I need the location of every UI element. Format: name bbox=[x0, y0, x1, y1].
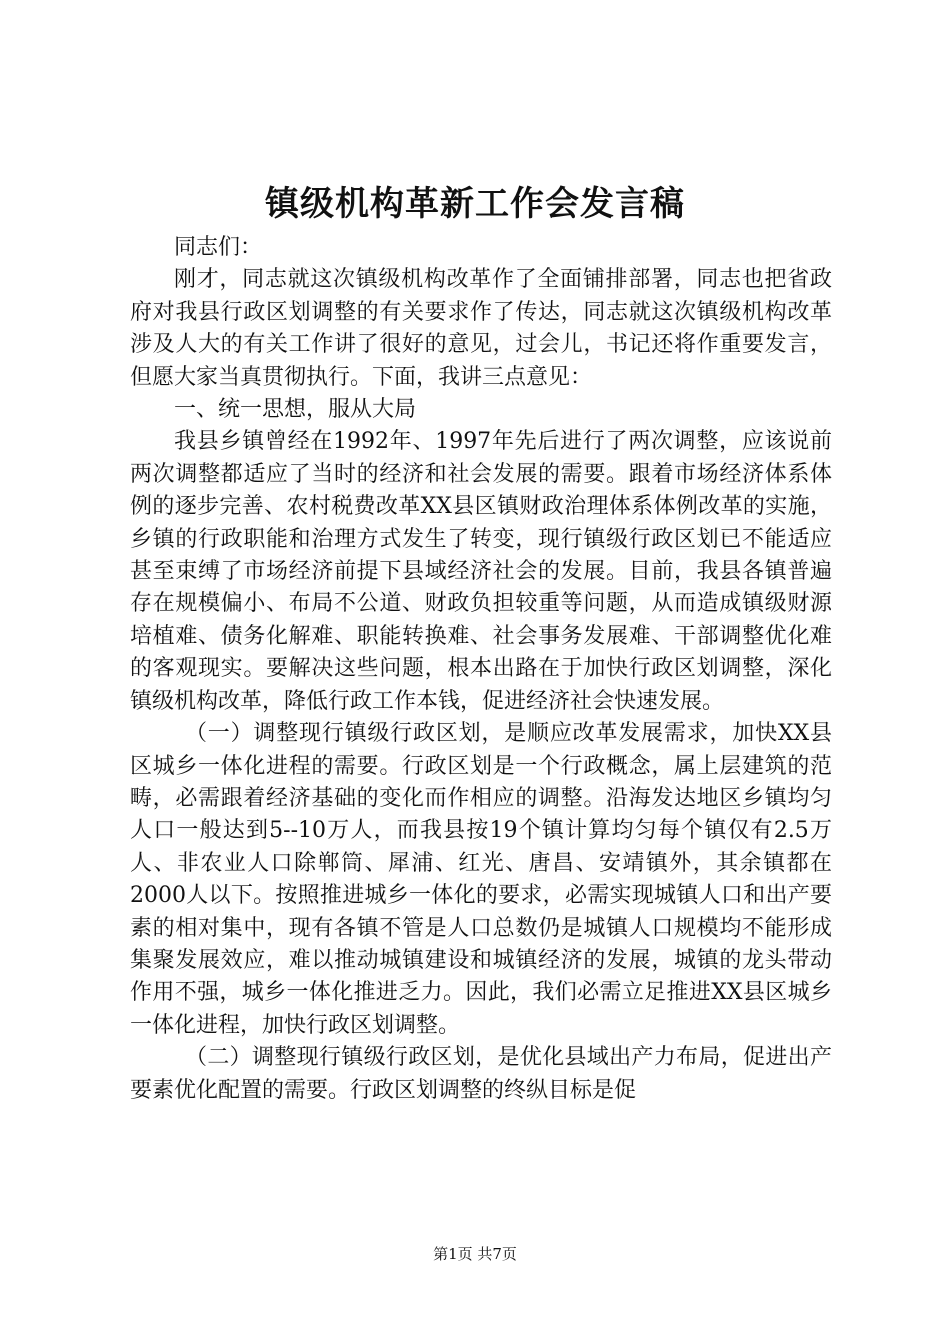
salutation-paragraph: 同志们： bbox=[174, 235, 263, 260]
subsection-paragraph-1: （一）调整现行镇级行政区划，是顺应改革发展需求，加快XX县区城乡一体化进程的需要。行政区划是一个行政概念，属上层建筑的范畴，必需跟着经济基础的变化而作相应的调整。沿海发达地区乡镇均匀人口一般达到5--10万人，而我县按19个镇计算均匀每个镇仅有2.5万人、非农业人口除郸筒、犀浦、红光、唐昌、安靖镇外，其余镇都在2000人以下。按照推进城乡一体化的要求，必需实现城镇人口和出产要素的相对集中，现有各镇不管是人口总数仍是城镇人口规模均不能形成集聚发展效应，难以推动城镇建设和城镇经济的发展，城镇的龙头带动作用不强，城乡一体化推进乏力。因此，我们必需立足推进XX县区城乡一体化进程，加快行政区划调整。 bbox=[130, 721, 832, 1038]
document-body bbox=[130, 232, 832, 1107]
body-paragraph: 我县乡镇曾经在1992年、1997年先后进行了两次调整，应该说前两次调整都适应了当时的经济和社会发展的需要。跟着市场经济体系体例的逐步完善、农村税费改革XX县区镇财政治理体系体例改革的实施，乡镇的行政职能和治理方式发生了转变，现行镇级行政区划已不能适应甚至束缚了市场经济前提下县域经济社会的发展。目前，我县各镇普遍存在规模偏小、布局不公道、财政负担较重等问题，从而造成镇级财源培植难、债务化解难、职能转换难、社会事务发展难、干部调整优化难的客观现实。要解决这些问题，根本出路在于加快行政区划调整，深化镇级机构改革，降低行政工作本钱，促进经济社会快速发展。 bbox=[130, 429, 832, 714]
document-title: 镇级机构革新工作会发言稿 bbox=[265, 184, 685, 224]
subsection-paragraph-2: （二）调整现行镇级行政区划，是优化县域出产力布局，促进出产要素优化配置的需要。行政区划调整的终纵目标是促 bbox=[130, 1045, 832, 1103]
page-footer: 第1页 共7页 bbox=[433, 1245, 517, 1263]
intro-paragraph: 刚才，同志就这次镇级机构改革作了全面铺排部署，同志也把省政府对我县行政区划调整的有关要求作了传达，同志就这次镇级机构改革涉及人大的有关工作讲了很好的意见，过会儿，书记还将作重要发言，但愿大家当真贯彻执行。下面，我讲三点意见： bbox=[130, 267, 832, 390]
section-heading-1: 一、统一思想，服从大局 bbox=[174, 397, 417, 423]
